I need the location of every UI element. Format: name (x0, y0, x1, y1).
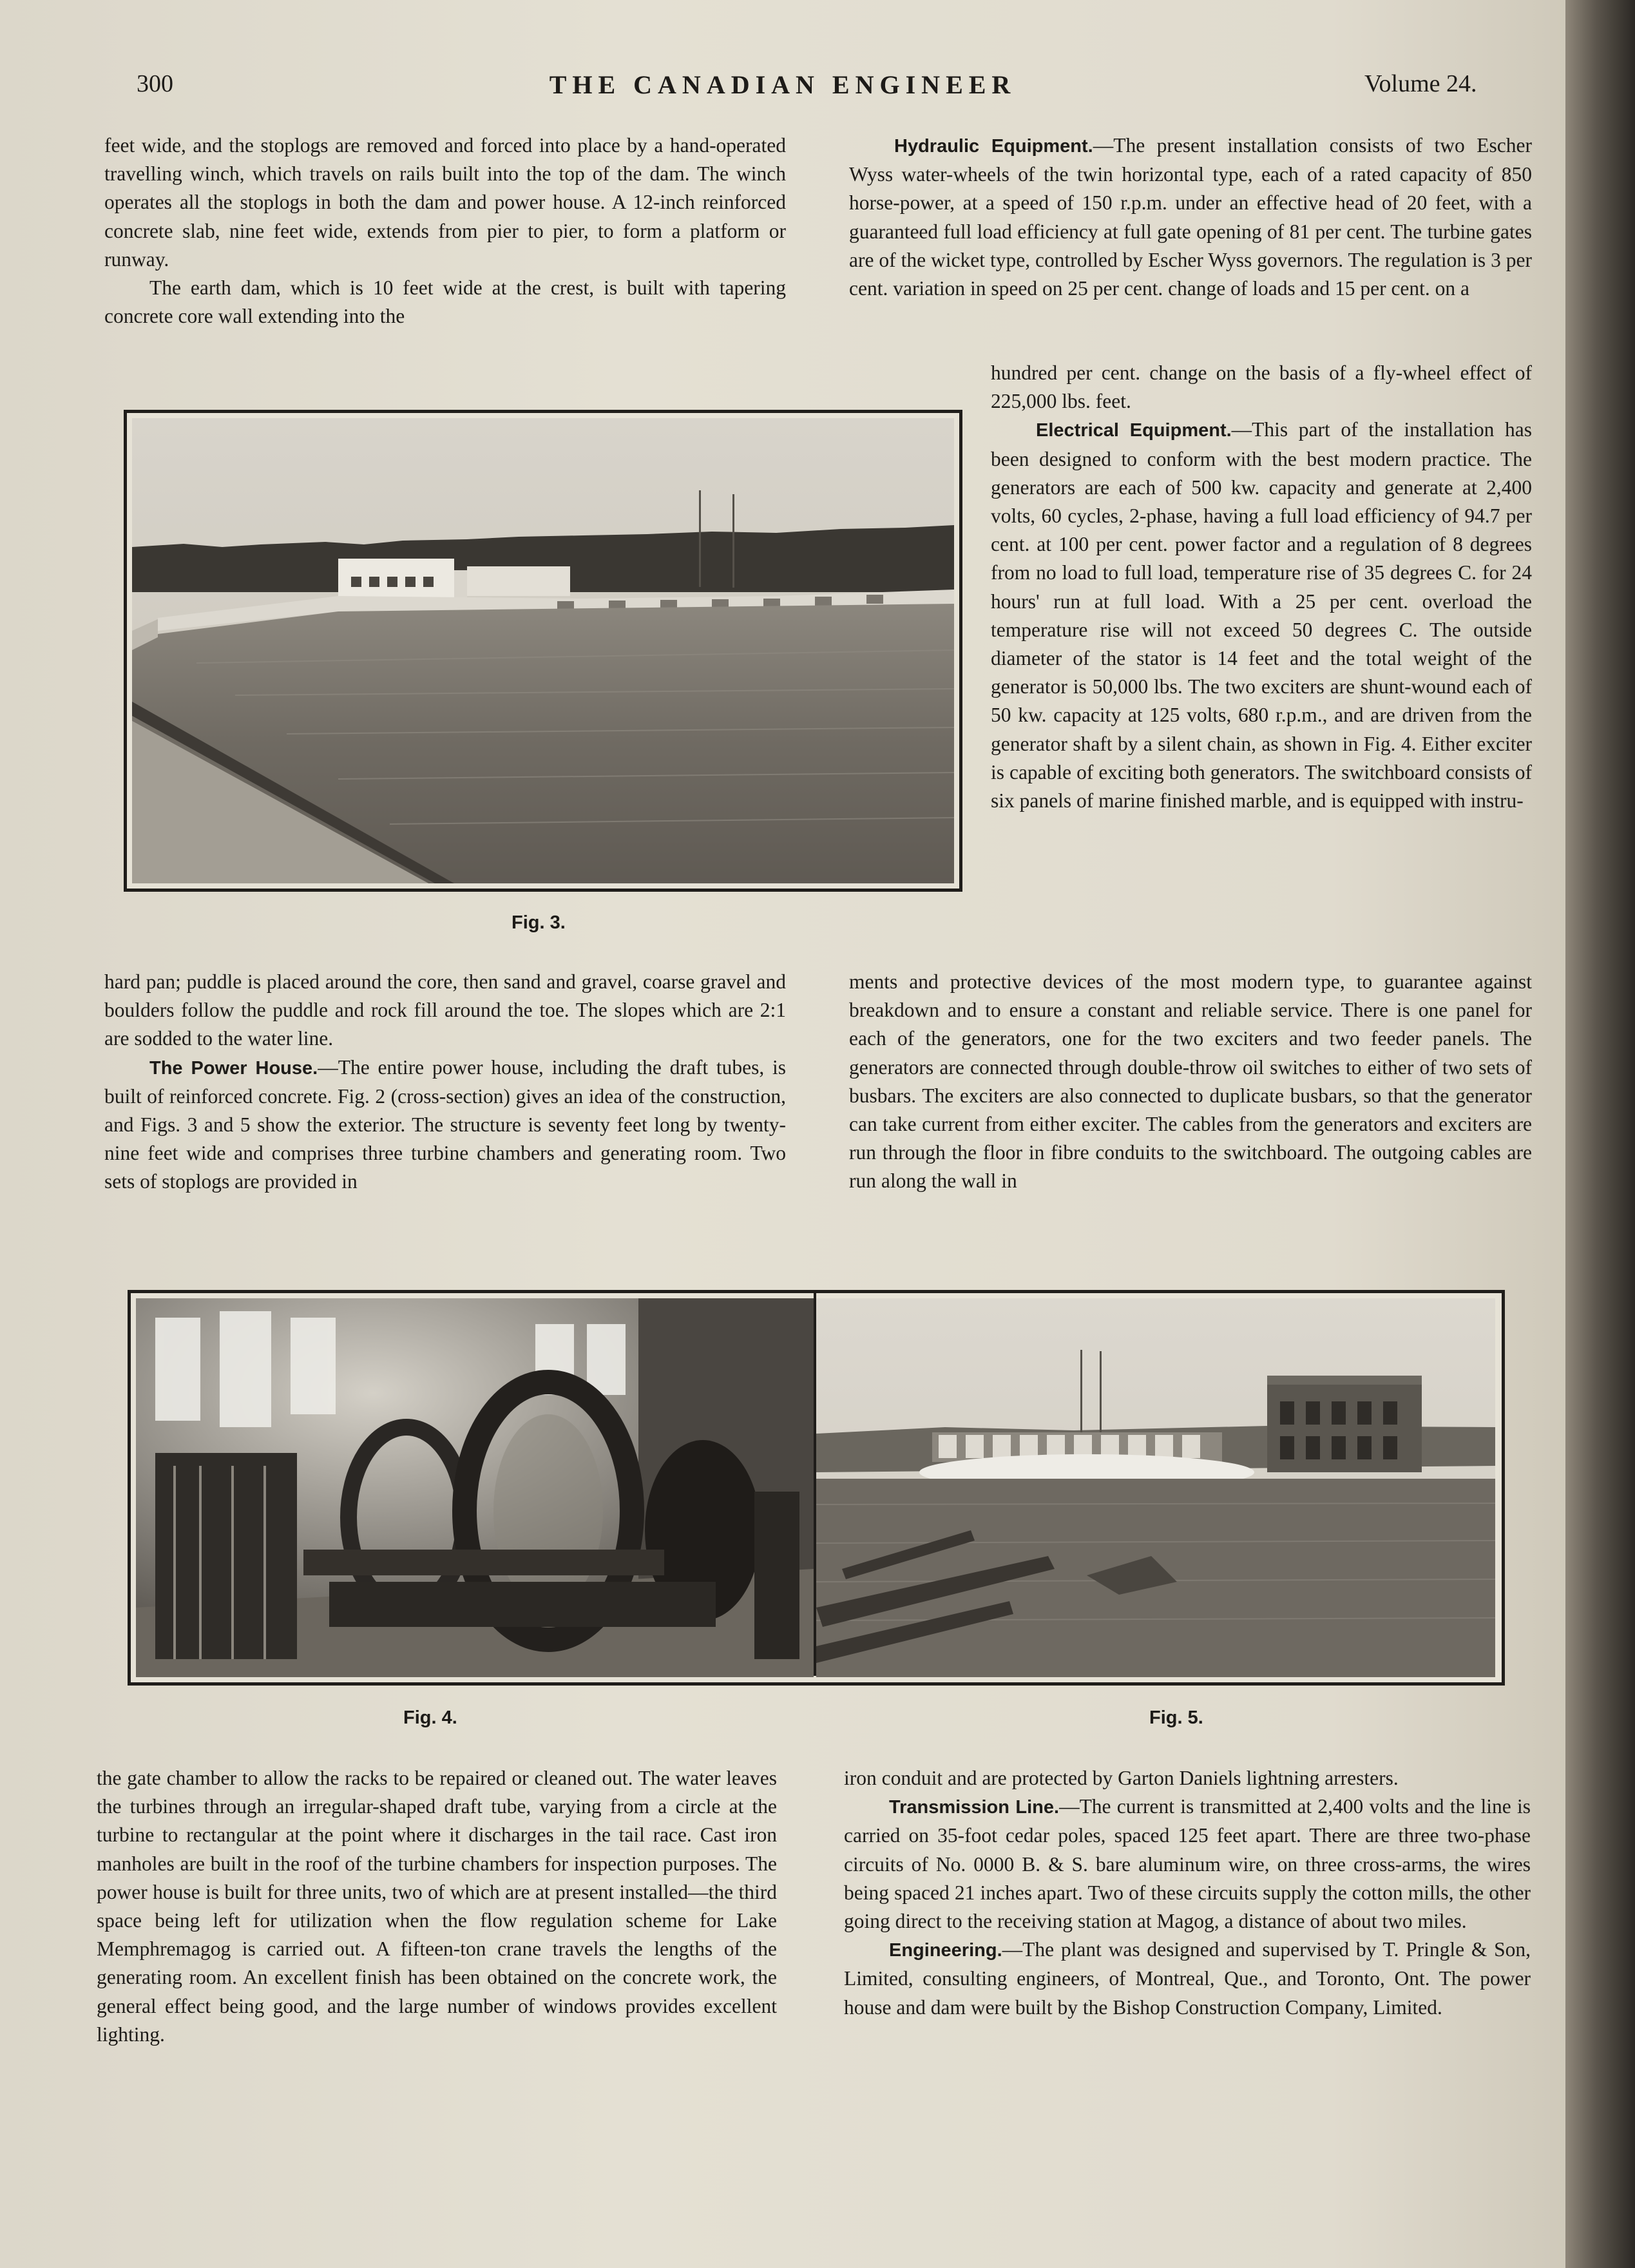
paragraph: hard pan; puddle is placed around the core, then sand and gravel, coarse gravel and boulders follow the puddle and rock fill around the toe. The slopes which are 2:1 are sodded to the water line. (104, 970, 786, 1050)
column-1-middle (104, 968, 786, 1196)
paragraph-engineering: Engineering.—The plant was designed and supervised by T. Pringle & Son, Limited, consulting engineers, of Montreal, Que., and Toronto, Ont. The power house and dam were built by the Bishop Construction Company, Limited. (844, 1938, 1531, 2019)
paragraph-electrical: Electrical Equipment.—This part of the installation has been designed to conform with the best modern practice. The generators are each of 500 kw. capacity and generate at 2,400 volts, 60 cycles, 2-phase, having a full load efficiency of 94.7 per cent. at 100 per cent. power factor and a regulation of 8 degrees from no load to full load, temperature rise of 35 degrees C. for 24 hours' run at full load. With a 25 per cent. overload the temperature rise will not exceed 50 degrees C. The outside diameter of the stator is 14 feet and the total weight of the generator is 50,000 lbs. The two exciters are shunt-wound each of 50 kw. capacity at 125 volts, 680 r.p.m., and are driven from the generator shaft by a silent chain, as shown in Fig. 4. Either exciter is capable of exciting both generators. The switchboard consists of six panels of marine finished marble, and is equipped with instru- (991, 418, 1532, 812)
fig4-caption: Fig. 4. (403, 1707, 457, 1728)
column-1-bottom (97, 1764, 777, 2049)
paragraph: feet wide, and the stoplogs are removed and forced into place by a hand-operated travelling winch, which travels on rails built into the top of the dam. The winch operates all the stoplogs in both the dam and power house. A 12-inch reinforced concrete slab, nine feet wide, extends from pier to pier, to form a platform or runway. (104, 134, 786, 271)
paragraph: The earth dam, which is 10 feet wide at the crest, is built with tapering concrete core wall extending into the (104, 276, 786, 328)
volume-label: Volume 24. (1364, 70, 1477, 97)
dam-reservoir-photo (132, 418, 954, 883)
paragraph-power-house: The Power House.—The entire power house, including the draft tubes, is built of reinforced concrete. Fig. 2 (cross-section) gives an idea of the construction, and Figs. 3 and 5 show the exterior. The structure is seventy feet long by twenty-nine feet wide and comprises three turbine chambers and generating room. Two sets of stoplogs are provided in (104, 1055, 786, 1193)
fig5-caption: Fig. 5. (1149, 1707, 1203, 1728)
paragraph: hundred per cent. change on the basis of a fly-wheel effect of 225,000 lbs. feet. (991, 361, 1532, 413)
paragraph: iron conduit and are protected by Garton Daniels lightning arresters. (844, 1767, 1399, 1789)
paragraph-transmission: Transmission Line.—The current is transmitted at 2,400 volts and the line is carried on 35-foot cedar poles, spaced 125 feet apart. There are three two-phase circuits of No. 0000 B. & S. bare aluminum wire, on three cross-arms, the wires being spaced 21 inches apart. Two of these circuits supply the cotton mills, the other going direct to the receiving station at Magog, a distance of about two miles. (844, 1795, 1531, 1933)
journal-title: THE CANADIAN ENGINEER (549, 70, 1017, 99)
paragraph: the gate chamber to allow the racks to be repaired or cleaned out. The water leaves the turbines through an irregular-shaped draft tube, varying from a circle at the turbine to rectangular at the point where it discharges in the tail race. Cast iron manholes are built in the roof of the turbine chambers for inspection purposes. The power house is built for three units, two of which are at present installed—the third space being left for utilization when the flow regulation scheme for Lake Memphremagog is carried out. A fifteen-ton crane travels the lengths of the generating room. An excellent finish has been obtained on the concrete work, the general effect being good, and the large number of windows provides excellent lighting. (97, 1767, 777, 2046)
paragraph: ments and protective devices of the most modern type, to guarantee against breakdown and to ensure a constant and reliable service. There is one panel for each of the generators, one for the two exciters and two feeder panels. The generators are connected through double-throw oil switches to either of two sets of busbars. The exciters are also connected to duplicate busbars, so that the generator can take current from either exciter. The cables from the generators and exciters are run through the floor in fibre conduits to the switchboard. The outgoing cables are run along the wall in (849, 970, 1532, 1193)
column-2-top (849, 131, 1532, 303)
generator-room-photo (136, 1298, 814, 1677)
figures-4-5 (128, 1290, 1505, 1686)
fig3-caption: Fig. 3. (512, 912, 566, 933)
section-heading-power-house: The Power House. (149, 1057, 318, 1079)
paragraph-hydraulic: Hydraulic Equipment.—The present installation consists of two Escher Wyss water-wheels of the twin horizontal type, each of a rated capacity of 850 horse-power, at a speed of 150 r.p.m. under an effective head of 20 feet, with a guaranteed full load efficiency at full gate opening of 81 per cent. The turbine gates are of the wicket type, controlled by Escher Wyss governors. The regulation is 3 per cent. variation in speed on 25 per cent. change of loads and 15 per cent. on a (849, 134, 1532, 300)
section-heading-engineering: Engineering. (889, 1940, 1002, 1961)
page-number: 300 (137, 70, 173, 97)
power-house-exterior-photo (816, 1298, 1495, 1677)
section-heading-hydraulic: Hydraulic Equipment. (894, 136, 1093, 157)
column-1-top (104, 131, 786, 331)
section-heading-electrical: Electrical Equipment. (1036, 420, 1232, 441)
figure-3 (124, 410, 962, 892)
book-spine-shadow (1565, 0, 1635, 2268)
column-2-narrow (991, 359, 1532, 815)
section-heading-transmission: Transmission Line. (889, 1797, 1060, 1818)
column-2-bottom (844, 1764, 1531, 2022)
column-2-middle (849, 968, 1532, 1196)
